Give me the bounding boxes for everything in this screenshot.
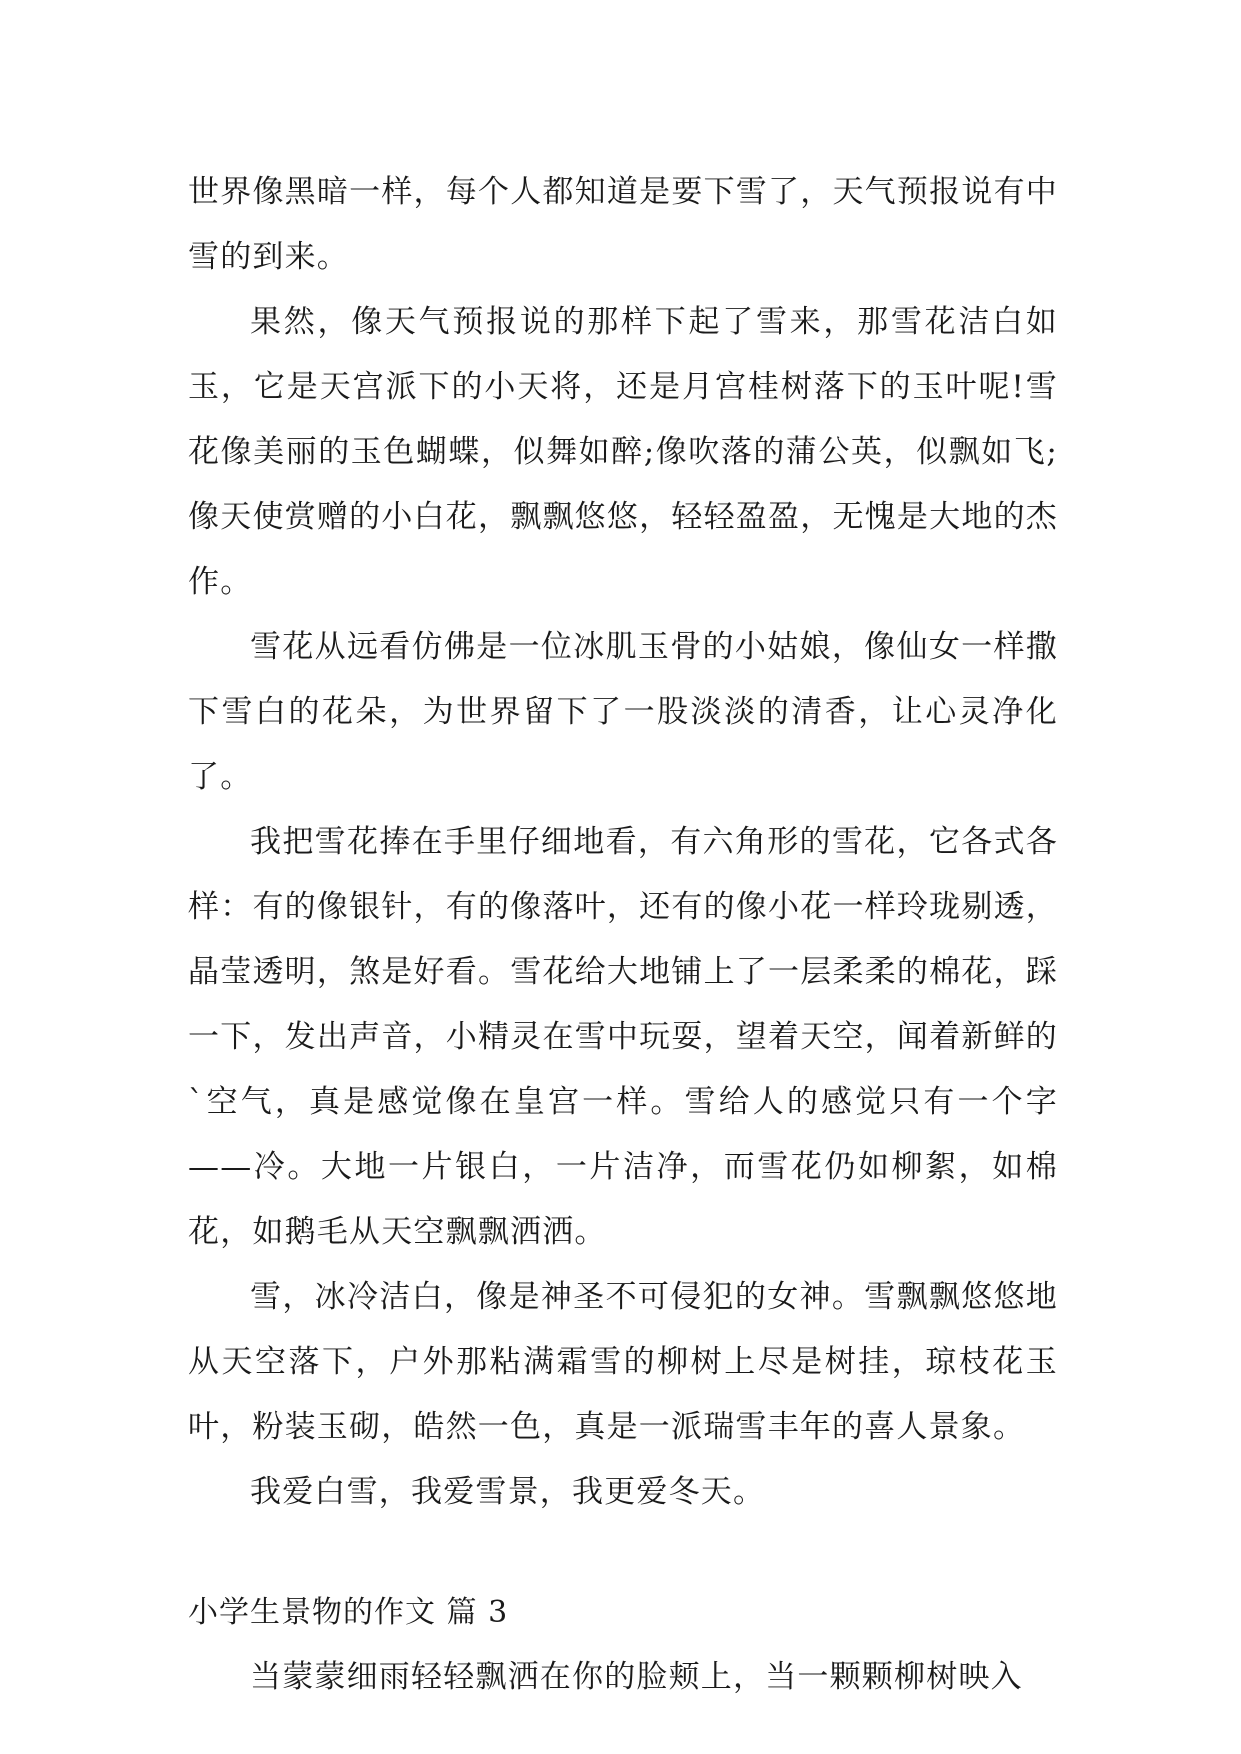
paragraph: 当蒙蒙细雨轻轻飘洒在你的脸颊上，当一颗颗柳树映入 <box>250 1659 1023 1695</box>
paragraph: 雪花从远看仿佛是一位冰肌玉骨的小姑娘，像仙女一样撒下雪白的花朵，为世界留下了一股淡淡的清香，让心灵净化了。 <box>188 629 1058 795</box>
paragraph-continuation: 世界像黑暗一样，每个人都知道是要下雪了，天气预报说有中雪的到来。 <box>188 174 1058 275</box>
paragraph: 雪，冰冷洁白，像是神圣不可侵犯的女神。雪飘飘悠悠地从天空落下，户外那粘满霜雪的柳树上尽是树挂，琼枝花玉叶，粉装玉砌，皓然一色，真是一派瑞雪丰年的喜人景象。 <box>188 1279 1058 1445</box>
paragraph: 我爱白雪，我爱雪景，我更爱冬天。 <box>250 1474 766 1510</box>
section-heading: 小学生景物的作文 篇 3 <box>188 1595 509 1630</box>
paragraph: 果然，像天气预报说的那样下起了雪来，那雪花洁白如玉，它是天宫派下的小天将，还是月宫桂树落下的玉叶呢!雪花像美丽的玉色蝴蝶，似舞如醉;像吹落的蒲公英，似飘如飞;像天使赏赠的小白花，飘飘悠悠，轻轻盈盈，无愧是大地的杰作。 <box>188 304 1058 600</box>
document-body <box>188 160 1058 1710</box>
paragraph: 我把雪花捧在手里仔细地看，有六角形的雪花，它各式各样：有的像银针，有的像落叶，还有的像小花一样玲珑剔透，晶莹透明，煞是好看。雪花给大地铺上了一层柔柔的棉花，踩一下，发出声音，小精灵在雪中玩耍，望着天空，闻着新鲜的`空气，真是感觉像在皇宫一样。雪给人的感觉只有一个字——冷。大地一片银白，一片洁净，而雪花仍如柳絮，如棉花，如鹅毛从天空飘飘洒洒。 <box>188 824 1058 1250</box>
